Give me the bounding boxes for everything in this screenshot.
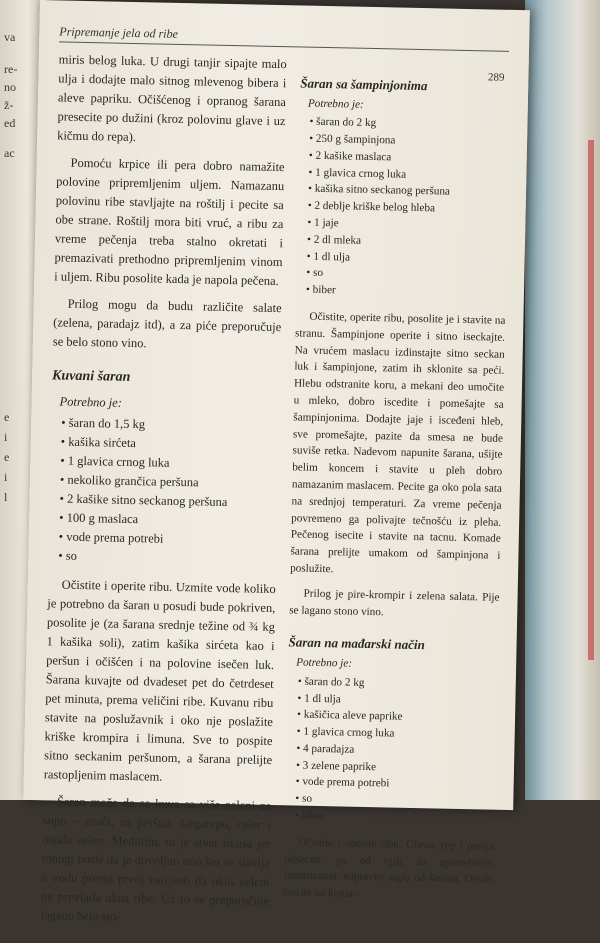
ingredient-item: • 2 dl mleka (307, 232, 507, 253)
page-fragment: ž- (4, 98, 14, 112)
ingredient-item: • 1 jaje (307, 215, 507, 236)
ingredient-item: • so (306, 265, 506, 286)
paragraph: miris belog luka. U drugi tanjir sipajte malo ulja i dodajte malo sitnog mlevenog bibera i aleve papriku. Očišćenog i opranog šarana presecite po dužini (kroz polovinu glave i uz kičmu do repa). (57, 52, 287, 145)
page-fragment: i (4, 430, 8, 444)
ingredient-item: • biber (306, 282, 506, 303)
paragraph: Pomoću krpice ili pera dobro namažite polovine pripremljenim uljem. Namazanu polovinu ribe stavljajte na roštilj i pecite sa obe strane. Roštilj mora biti vruć, a ribu za vreme pečenja treba stalno okretati i premazivati prethodno pripremljenim vinom i uljem. Ribu posolite kada je napola pečena. (54, 155, 285, 289)
ingredient-item: • 1 glavica crnog luka (308, 164, 508, 185)
ingredient-item: • kašika sitno seckanog peršuna (308, 181, 508, 202)
ingredient-item: • 1 dl ulja (307, 248, 507, 269)
ingredient-item: • so (295, 791, 495, 812)
ingredient-item: • 2 deblje kriške belog hleba (308, 198, 508, 219)
ingredient-item: • 100 g maslaca (59, 509, 277, 533)
ingredient-item: • šaran do 2 kg (309, 114, 509, 135)
paragraph: Prilog je pire-krompir i zelena salata. Pije se lagano stono vino. (289, 587, 500, 618)
page-fragment: no (4, 80, 16, 94)
recipe-heading: Šaran sa šampinjonima (300, 75, 428, 94)
page-fragment: e (4, 410, 10, 424)
ingredient-item: • 250 g šampinjona (309, 131, 509, 152)
page-fragment: ed (4, 116, 16, 130)
paragraph: Očistite, operite ribu, posolite je i stavite na stranu. Šampinjone operite i sitno iseckajte. Na vrućem maslacu izdinstajte sitno seckan luk i šampinjone, zatim ih sklonite sa peći. Hlebu odstranite koru, a mekani deo umočite u mleko, dobro iscedite i pomešajte sa šampinjonima. Dodajte jaje i isceđeni hleb, sve promešajte, pazite da smesa ne bude suviše retka. Nadevom napunite šarana, ušijte belim koncem i stavite u pleh dobro namazanim maslacem. Pecite ga oko pola sata na srednjoj temperaturi. Za vreme pečenja povremeno ga polivajte tečnošću iz pleha. Pečenog isecite i stavite na tacnu. Komade šarana prelijte umakom od šampinjona i poslužite. (290, 310, 506, 576)
ingredient-list (58, 414, 279, 571)
recipe-heading: Kuvani šaran (51, 368, 131, 385)
ingredients-title: Potrebno je: (296, 656, 353, 670)
page-fragment: va (4, 30, 16, 44)
ingredient-item: • so (58, 547, 276, 571)
ingredient-item: • 1 glavica crnog luka (60, 452, 278, 476)
ingredient-item: • 4 paradajza (296, 740, 496, 761)
ingredients-title: Potrebno je: (307, 97, 364, 111)
page-fragment: ac (4, 146, 15, 160)
page-fragment: re- (4, 62, 18, 76)
paragraph: Očistite i operite ribu. Glavu, rep i peraja odsecite, pa od njih, sa upotrebivim iznutricama, napravite supu od šarana. Ostalo isecite na koma- (283, 836, 495, 901)
ingredient-item: • 2 kašike maslaca (309, 148, 509, 169)
ingredient-item: • 2 kašike sitno seckanog peršuna (59, 490, 277, 514)
page-number: 289 (487, 71, 505, 84)
ingredient-item: • vode prema potrebi (59, 528, 277, 552)
ingredient-item: • 1 glavica crnog luka (297, 724, 497, 745)
ingredient-item: • biber (295, 808, 495, 829)
ingredient-item: • 1 dl ulja (297, 690, 497, 711)
ingredient-item: • nekoliko grančica peršuna (60, 471, 278, 495)
paragraph: Prilog mogu da budu različite salate (zelena, paradajz itd), a za piće preporučuje se belo stono vino. (52, 296, 282, 351)
running-head: Pripremanje jela od ribe (59, 24, 509, 51)
ingredient-list (306, 114, 510, 303)
ingredient-item: • šaran do 1,5 kg (61, 414, 279, 438)
right-column (283, 73, 510, 913)
book-page (23, 0, 530, 925)
paragraph: Šaran može da se kuva sa više zeleni za supu – znači, uz peršun, šargarepu, celer i ostalu zelen. Međutim, to je stvar ukusa jer mnogi tvrde da je dovoljno ono što se stavlja u vodu prema prvoj varijanti da ukus zeleni ne prevlada ukus ribe. Uz to se preporučuje lagano belo sto- (40, 794, 272, 925)
ingredient-item: • kašika sirćeta (61, 433, 279, 457)
page-fragment: e (4, 450, 10, 464)
paragraph: Očistite i operite ribu. Uzmite vode koliko je potrebno da šaran u posudi bude pokriven, posolite je (za šarana srednje težine od ¾ kg 1 kašika soli), zatim kašika sirćeta kao i peršun i očišćen i na polovine isečen luk. Šarana kuvajte od dvadeset pet do četrdeset pet minuta, prema veličini ribe. Kuvanu ribu stavite na poslužavnik i oko nje poslažite kriške krompira i limuna. Sve to pospite sitno seckanim peršunom, a šarana prelijte rastopljenim maslacem. (43, 577, 276, 784)
ingredient-item: • šaran do 2 kg (298, 673, 498, 694)
page-fragment: i (4, 470, 8, 484)
background-decoration (588, 140, 594, 660)
ingredient-list (295, 673, 498, 828)
recipe-heading: Šaran na mađarski način (288, 634, 425, 653)
ingredients-title: Potrebno je: (59, 394, 123, 411)
page-fragment: l (4, 490, 8, 504)
ingredient-item: • vode prema potrebi (295, 774, 495, 795)
ingredient-item: • kašičica aleve paprike (297, 707, 497, 728)
left-column (40, 50, 286, 938)
ingredient-item: • 3 zelene paprike (296, 757, 496, 778)
